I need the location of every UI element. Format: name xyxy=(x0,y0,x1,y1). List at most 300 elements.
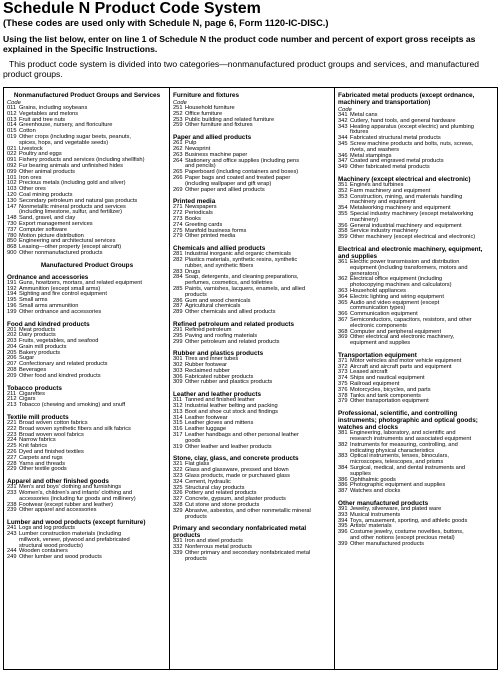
code-description: Fruit and tree nuts xyxy=(19,116,66,123)
code-number: 313 xyxy=(173,408,183,415)
code-number: 365 xyxy=(338,299,348,306)
page-subtitle: (These codes are used only with Schedule N, page 6, Form 1120-IC-DISC.) xyxy=(3,18,329,28)
code-number: 373 xyxy=(338,369,348,376)
code-description: Audio and video equipment (except xyxy=(350,299,440,306)
code-description: products xyxy=(185,513,207,520)
code-description: Grains, including soybeans xyxy=(19,105,88,111)
code-number: 285 xyxy=(173,285,183,292)
code-number: 099 xyxy=(7,168,17,175)
code-number: 252 xyxy=(173,110,183,117)
code-number: 279 xyxy=(173,233,183,240)
section-heading: Primary and secondary nonfabricated metal products xyxy=(173,525,307,540)
code-description: Broad woven wool fabrics xyxy=(19,431,84,438)
code-row xyxy=(338,341,495,347)
code-description: Pottery and related products xyxy=(185,490,257,497)
code-description: Tires and inner tubes xyxy=(185,356,239,363)
code-number: 737 xyxy=(7,226,17,233)
code-number: 321 xyxy=(173,461,183,468)
code-number: 850 xyxy=(7,238,17,245)
code-row xyxy=(338,235,495,241)
code-number: 266 xyxy=(173,174,183,181)
code-number: 358 xyxy=(338,228,348,235)
code-number: 262 xyxy=(173,145,183,152)
section-heading: Rubber and plastics products xyxy=(173,350,264,358)
code-number: 378 xyxy=(338,392,348,399)
code-description: fixtures xyxy=(350,129,369,136)
code-number: 354 xyxy=(338,205,348,212)
section-heading: Chemicals and allied products xyxy=(173,245,266,253)
code-description: Photographic equipment and supplies xyxy=(350,482,446,489)
code-description: Motorcycles, bicycles, and parts xyxy=(350,386,431,393)
code-description: Other animal products xyxy=(19,168,75,175)
code-number: 212 xyxy=(7,396,17,403)
code-row xyxy=(173,515,332,521)
code-number: 263 xyxy=(173,151,183,158)
code-description: Other chemicals and allied products xyxy=(185,309,276,316)
code-description: perfumes, cosmetics, and toiletries xyxy=(185,280,273,287)
code-number: 345 xyxy=(338,140,348,147)
code-description: and pencils) xyxy=(185,163,216,170)
code-description: Iron and steel products xyxy=(185,538,243,545)
column-1 xyxy=(4,88,169,669)
code-description: indicating physical characteristics xyxy=(350,447,435,454)
code-description: Other machinery (except electrical and electronic) xyxy=(350,234,476,241)
code-description: Electrical office equipment (including xyxy=(350,276,443,283)
code-number: 391 xyxy=(338,506,348,513)
code-description: Leather footwear xyxy=(185,414,228,421)
code-description: Industrial inorganic and organic chemicals xyxy=(185,251,291,258)
code-description: Cotton xyxy=(19,128,36,135)
code-description: Men's and boys' clothing and furnishings xyxy=(19,484,122,491)
code-description: Other fabricated metal products xyxy=(350,164,430,171)
code-description: Special industry machinery (except metalworking xyxy=(350,210,474,217)
code-description: products xyxy=(185,291,207,298)
code-description: Books xyxy=(185,215,201,222)
code-description: Dyed and finished textiles xyxy=(19,449,84,456)
code-number: 352 xyxy=(338,187,348,194)
code-number: 361 xyxy=(338,258,348,265)
code-description: equipment and supplies xyxy=(350,340,411,347)
code-number: 730 xyxy=(7,220,17,227)
section-heading: Nonmanufactured Product Groups and Services xyxy=(13,92,161,99)
code-number: 384 xyxy=(338,465,348,472)
code-number: 376 xyxy=(338,386,348,393)
section-heading: Manufactured Product Groups xyxy=(40,261,134,269)
code-description: Concrete, gypsum, and plaster products xyxy=(185,496,286,503)
code-number: 299 xyxy=(173,338,183,345)
code-description: and other notions (except precious metal) xyxy=(350,535,455,542)
code-description: Other rubber and plastics products xyxy=(185,379,273,386)
code-description: accessories (including fur goods and millinery) xyxy=(19,495,136,502)
code-description: Secondary petroleum and natural gas products xyxy=(19,197,138,204)
code-description: Other petroleum and related products xyxy=(185,338,280,345)
code-number: 269 xyxy=(173,186,183,193)
code-number: 396 xyxy=(338,529,348,536)
code-number: 363 xyxy=(338,287,348,294)
code-description: Leather luggage xyxy=(185,426,227,433)
section-heading: Printed media xyxy=(173,198,216,206)
code-number: 273 xyxy=(173,215,183,222)
code-number: 281 xyxy=(173,251,183,258)
code-row xyxy=(173,445,332,451)
code-description: Footwear (except rubber and leather) xyxy=(19,501,113,508)
code-description: millwork, veneer, plywood and prefabricated xyxy=(19,536,130,543)
code-description: Cutlery, hand tools, and general hardware xyxy=(350,117,456,124)
code-number xyxy=(173,515,185,521)
code-number: 192 xyxy=(7,285,17,292)
code-description: Optical instruments, lenses, binoculars, xyxy=(350,453,449,460)
code-row xyxy=(173,234,332,240)
code-number: 213 xyxy=(7,402,17,409)
code-description: Musical instruments xyxy=(350,511,401,518)
page-title: Schedule N Product Code System xyxy=(3,0,261,17)
code-number: 204 xyxy=(7,343,17,350)
code-description: Fabricated structural metal products xyxy=(350,135,441,142)
code-number: 019 xyxy=(7,133,17,140)
code-number: 868 xyxy=(7,244,17,251)
code-number xyxy=(338,341,350,347)
code-number: 102 xyxy=(7,180,17,187)
code-number: 347 xyxy=(338,158,348,165)
code-description: Leather gloves and mittens xyxy=(185,420,254,427)
section-heading: Food and kindred products xyxy=(7,320,90,328)
code-description: Knit fabrics xyxy=(19,443,48,450)
code-description: Other food and kindred products xyxy=(19,372,101,379)
code-number: 253 xyxy=(173,116,183,123)
code-row xyxy=(7,403,167,409)
code-description: Fur bearing animals and unfinished hides xyxy=(19,162,124,169)
code-description: Women's, children's and infants' clothing and xyxy=(19,490,133,497)
code-number: 301 xyxy=(173,356,183,363)
code-description: Narrow fabrics xyxy=(19,437,56,444)
code-row xyxy=(7,508,167,514)
code-number: 314 xyxy=(173,414,183,421)
product-code-table xyxy=(3,87,498,670)
code-number: 148 xyxy=(7,215,17,222)
code-number: 327 xyxy=(173,496,183,503)
code-description: Engineering, laboratory, and scientific and xyxy=(350,430,456,437)
code-description: Other manufactured products xyxy=(350,540,424,547)
code-description: Public building and related furniture xyxy=(185,116,275,123)
section-heading: Other manufactured products xyxy=(338,500,429,508)
code-description: Livestock xyxy=(19,145,43,152)
code-description: Other transportation equipment xyxy=(350,398,429,405)
code-number: 289 xyxy=(173,309,183,316)
code-description: Coal mining products xyxy=(19,191,73,198)
column-2 xyxy=(169,88,334,669)
code-description: Leasing—other property (except aircraft) xyxy=(19,244,122,251)
code-description: machinery) xyxy=(350,216,379,223)
code-description: Structural clay products xyxy=(185,484,245,491)
code-description: Pulp xyxy=(185,140,197,147)
code-number: 341 xyxy=(338,112,348,118)
code-number: 323 xyxy=(173,473,183,480)
code-number: 207 xyxy=(7,361,17,368)
code-description: Industrial leather belting and packing xyxy=(185,403,278,410)
code-description: supplies xyxy=(350,470,371,477)
code-column-header: Code xyxy=(338,107,352,113)
code-number: 211 xyxy=(7,390,17,397)
code-number: 393 xyxy=(338,511,348,518)
code-number: 381 xyxy=(338,430,348,437)
code-description: Other furniture and fixtures xyxy=(185,122,253,129)
code-row xyxy=(7,555,167,561)
code-description: Carpets and rugs xyxy=(19,454,63,461)
section-heading: Leather and leather products xyxy=(173,391,262,399)
code-number: 284 xyxy=(173,274,183,281)
code-description: Heating apparatus (except electric) and plumbing xyxy=(350,123,474,130)
code-description: Metalworking machinery and equipment xyxy=(350,205,451,212)
section-heading: Electrical and electronic machinery, equipment, and supplies xyxy=(338,245,483,260)
code-number: 233 xyxy=(7,490,17,497)
code-description: Plastics materials, synthetic resins, synthetic xyxy=(185,256,298,263)
code-number: 382 xyxy=(338,441,348,448)
code-description: Motion picture distribution xyxy=(19,232,84,239)
code-number: 021 xyxy=(7,145,17,152)
code-number: 223 xyxy=(7,431,17,438)
code-number: 316 xyxy=(173,426,183,433)
code-description: rubber, and synthetic fibers xyxy=(185,262,254,269)
code-description: Electric lighting and wiring equipment xyxy=(350,293,444,300)
code-number: 015 xyxy=(7,128,17,135)
code-description: Periodicals xyxy=(185,210,213,217)
code-description: Leased aircraft xyxy=(350,369,388,376)
code-description: Communication equipment xyxy=(350,311,418,318)
code-number: 231 xyxy=(7,484,17,491)
code-description: (including wallpaper and gift wrap) xyxy=(185,180,272,187)
code-number: 191 xyxy=(7,279,17,286)
code-description: Costume jewelry, costume novelties, buttons, xyxy=(350,529,464,536)
code-number: 202 xyxy=(7,332,17,339)
code-number: 274 xyxy=(173,221,183,228)
code-number: 222 xyxy=(7,425,17,432)
code-description: Paints, varnishes, lacquers, enamels, and allied xyxy=(185,285,306,292)
code-number: 394 xyxy=(338,517,348,524)
code-number: 367 xyxy=(338,316,348,323)
code-description: Broad woven synthetic fibers and silk fabrics xyxy=(19,425,131,432)
code-description: generators) xyxy=(350,270,380,277)
code-description: Farm machinery and equipment xyxy=(350,187,431,194)
code-description: Nonferrous metal products xyxy=(185,544,253,551)
code-number: 375 xyxy=(338,381,348,388)
code-description: Newspapers xyxy=(185,204,217,211)
code-description: Cut stone and stone products xyxy=(185,502,260,509)
code-number: 243 xyxy=(7,531,17,538)
code-description: Ammunition (except small arms) xyxy=(19,285,101,292)
code-number: 251 xyxy=(173,105,183,111)
code-number: 205 xyxy=(7,349,17,356)
code-description: Vegetables and melons xyxy=(19,110,79,117)
code-description: Metal stampings xyxy=(350,152,392,159)
code-description: Manifold business forms xyxy=(185,227,247,234)
code-number: 264 xyxy=(173,157,183,164)
code-number: 324 xyxy=(173,478,183,485)
code-description: Other primary and secondary nonfabricated metal xyxy=(185,550,311,557)
code-number: 295 xyxy=(173,332,183,339)
code-description: Meat products xyxy=(19,326,56,333)
code-description: Glass and glassware, pressed and blown xyxy=(185,467,289,474)
code-description: Paper bags and coated and treated paper xyxy=(185,174,291,181)
code-description: Office furniture xyxy=(185,110,223,117)
code-number: 208 xyxy=(7,367,17,374)
code-description: Bakery products xyxy=(19,349,61,356)
code-number: 287 xyxy=(173,303,183,310)
code-number: 224 xyxy=(7,437,17,444)
code-description: photocopying machines and calculators) xyxy=(350,282,452,289)
code-description: Grain mill products xyxy=(19,343,67,350)
code-number: 259 xyxy=(173,122,183,129)
code-number: 227 xyxy=(7,454,17,461)
code-description: Construction, mining, and materials handling xyxy=(350,193,463,200)
code-number: 386 xyxy=(338,476,348,483)
code-description: Aircraft and aircraft parts and equipment xyxy=(350,363,452,370)
code-description: Engines and turbines xyxy=(350,181,404,188)
code-description: Ophthalmic goods xyxy=(350,476,396,483)
code-description: Soap, detergents, and cleaning preparations, xyxy=(185,274,299,281)
code-description: Household appliances xyxy=(350,287,406,294)
code-description: Greenhouse, nursery, and floriculture xyxy=(19,122,113,129)
code-number: 203 xyxy=(7,338,17,345)
header xyxy=(3,0,498,79)
code-description: Wooden containers xyxy=(19,548,68,555)
code-number: 383 xyxy=(338,453,348,460)
section-heading: Refined petroleum and related products xyxy=(173,320,295,328)
code-number: 311 xyxy=(173,397,183,404)
code-description: Coated and engraved metal products xyxy=(350,158,444,165)
code-description: General industrial machinery and equipment xyxy=(350,222,462,229)
code-number: 239 xyxy=(7,507,17,514)
code-number: 312 xyxy=(173,403,183,410)
code-number: 101 xyxy=(7,174,17,181)
code-number: 351 xyxy=(338,181,348,188)
code-number: 395 xyxy=(338,523,348,530)
code-description: Lumber construction materials (including xyxy=(19,531,122,538)
section-heading: Fabricated metal products (except ordnance, machinery and transportation) xyxy=(338,92,475,106)
code-description: Toys, amusement, sporting, and athletic goods xyxy=(350,517,468,524)
code-number: 012 xyxy=(7,110,17,117)
code-description: Other apparel and accessories xyxy=(19,507,97,514)
code-number: 326 xyxy=(173,490,183,497)
code-description: Drugs xyxy=(185,268,201,275)
code-description: Other lumber and wood products xyxy=(19,554,102,561)
code-description: Small arms xyxy=(19,297,48,304)
code-row xyxy=(173,123,332,129)
code-row xyxy=(338,542,495,548)
code-description: Guns, howitzers, mortars, and related equipment xyxy=(19,279,142,286)
section-heading: Tobacco products xyxy=(7,384,62,392)
code-number: 228 xyxy=(7,460,17,467)
code-description: Other electrical and electronic machinery, xyxy=(350,334,455,341)
code-description: Nonmetallic mineral products and services xyxy=(19,203,126,210)
code-number: 399 xyxy=(338,540,348,547)
section-heading: Professional, scientific, and controlling instruments; photographic and optical goods; watches and clocks xyxy=(338,410,478,432)
code-number: 319 xyxy=(173,443,183,450)
code-description: Tanned and finished leather xyxy=(185,397,255,404)
code-number: 201 xyxy=(7,326,17,333)
code-description: Sighting and fire control equipment xyxy=(19,291,107,298)
code-description: Other paper and allied products xyxy=(185,186,265,193)
code-description: Greeting cards xyxy=(185,221,223,228)
code-number: 328 xyxy=(173,502,183,509)
code-description: Household furniture xyxy=(185,105,235,111)
code-number: 780 xyxy=(7,232,17,239)
code-number: 283 xyxy=(173,268,183,275)
code-number: 349 xyxy=(338,164,348,171)
code-description: communication types) xyxy=(350,305,406,312)
code-description: machinery and equipment xyxy=(350,199,416,206)
code-description: Railroad equipment xyxy=(350,381,400,388)
code-number: 103 xyxy=(7,186,17,193)
code-number: 353 xyxy=(338,193,348,200)
code-number: 120 xyxy=(7,191,17,198)
code-number: 199 xyxy=(7,308,17,315)
code-description: Tanks and tank components xyxy=(350,392,421,399)
code-row xyxy=(7,374,167,380)
code-number: 261 xyxy=(173,140,183,147)
code-number: 275 xyxy=(173,227,183,234)
code-row xyxy=(173,188,332,194)
code-description: Computer and peripheral equipment xyxy=(350,328,442,335)
section-heading: Textile mill products xyxy=(7,414,69,422)
code-number: 225 xyxy=(7,443,17,450)
code-description: goods xyxy=(185,437,201,444)
code-description: Other leather and leather products xyxy=(185,443,272,450)
code-number: 302 xyxy=(173,362,183,369)
code-row xyxy=(7,310,167,316)
code-description: Semiconductors, capacitors, resistors, and other xyxy=(350,316,472,323)
code-number: 014 xyxy=(7,122,17,129)
code-number: 309 xyxy=(173,379,183,386)
code-description: Cigarettes xyxy=(19,390,45,397)
code-number: 241 xyxy=(7,525,17,532)
code-description: Fishery products and services (including shellfish) xyxy=(19,157,145,164)
code-number: 315 xyxy=(173,420,183,427)
code-description: Broad woven cotton fabrics xyxy=(19,420,88,427)
section-heading: Furniture and fixtures xyxy=(173,92,240,99)
code-number: 221 xyxy=(7,420,17,427)
code-description: Export management services xyxy=(19,220,93,227)
code-number: 331 xyxy=(173,538,183,545)
code-number: 265 xyxy=(173,169,183,176)
code-description: Paving and roofing materials xyxy=(185,332,258,339)
code-description: Cigars xyxy=(19,396,36,403)
code-number: 359 xyxy=(338,234,348,241)
section-heading: Apparel and other finished goods xyxy=(7,478,109,486)
code-number: 226 xyxy=(7,449,17,456)
code-description: Other ores xyxy=(19,186,46,193)
code-number: 306 xyxy=(173,373,183,380)
section-heading: Paper and allied products xyxy=(173,134,252,142)
code-description: Fruits, vegetables, and seafood xyxy=(19,338,99,345)
code-column-header: Code xyxy=(173,100,187,106)
code-number: 229 xyxy=(7,466,17,473)
code-number: 332 xyxy=(173,544,183,551)
code-description: microscopes, telescopes, and prisms xyxy=(350,459,444,466)
code-description: Rubber footwear xyxy=(185,362,228,369)
code-row xyxy=(7,467,167,473)
code-description: Sugar xyxy=(19,355,35,362)
code-description: Refined petroleum xyxy=(185,326,232,333)
code-number: 322 xyxy=(173,467,183,474)
code-number: 900 xyxy=(7,249,17,256)
code-row xyxy=(173,310,332,316)
code-number: 329 xyxy=(173,507,183,514)
code-description: Yarns and threads xyxy=(19,460,66,467)
code-description: Poultry and eggs xyxy=(19,151,62,158)
code-description: Newsprint xyxy=(185,145,211,152)
code-number: 368 xyxy=(338,328,348,335)
code-description: Tobacco (chewing and smoking) and snuff xyxy=(19,402,126,409)
